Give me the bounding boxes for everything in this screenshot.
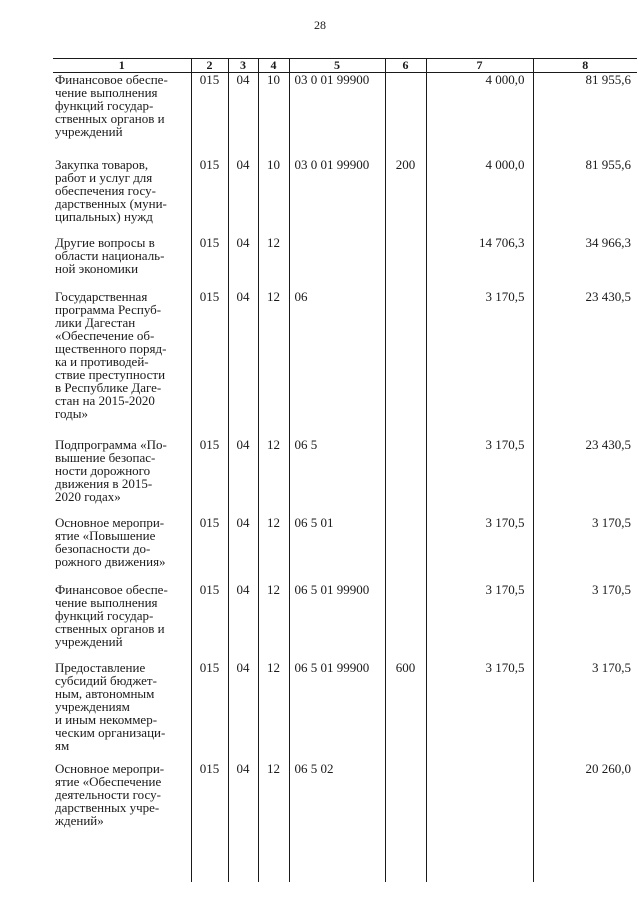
cell-name	[53, 290, 191, 438]
cell-subsection: 10	[258, 73, 289, 159]
table-row	[53, 583, 637, 661]
cell-name-line: Основное меропри-	[55, 761, 165, 776]
cell-name-line: ятие «Повышение	[55, 528, 156, 543]
cell-amount-1: 3 170,5	[426, 583, 533, 661]
cell-name	[53, 516, 191, 583]
column-header-2: 2	[191, 59, 228, 73]
cell-name-line: ности дорожного	[55, 463, 151, 478]
cell-name-line: Государственная	[55, 289, 148, 304]
cell-name-line: щественного поряд-	[55, 341, 167, 356]
cell-amount-2: 23 430,5	[533, 438, 637, 516]
page-number: 28	[314, 18, 326, 32]
cell-name-line: обеспечения госу-	[55, 183, 156, 198]
cell-subsection: 12	[258, 661, 289, 762]
cell-section: 04	[228, 236, 258, 290]
cell-expense-type	[385, 438, 426, 516]
cell-name-line: ным, автономным	[55, 686, 155, 701]
cell-subsection: 12	[258, 762, 289, 852]
cell-name-line: рожного движения»	[55, 554, 166, 569]
cell-name-line: ям	[55, 738, 70, 753]
cell-name-line: в Республике Даге-	[55, 380, 162, 395]
table-filler-row	[53, 852, 637, 882]
cell-section: 04	[228, 438, 258, 516]
cell-amount-1: 4 000,0	[426, 158, 533, 236]
cell-name-line: дарственных (муни-	[55, 196, 167, 211]
column-header-3: 3	[228, 59, 258, 73]
cell-section: 04	[228, 583, 258, 661]
cell-target-article: 03 0 01 99900	[289, 73, 385, 159]
table-body	[53, 73, 637, 883]
cell-name-line: учреждениям	[55, 699, 130, 714]
cell-amount-2: 3 170,5	[533, 516, 637, 583]
cell-name	[53, 762, 191, 852]
cell-admin-code: 015	[191, 661, 228, 762]
filler-cell	[426, 852, 533, 882]
cell-target-article: 06 5 01 99900	[289, 583, 385, 661]
table-row	[53, 236, 637, 290]
cell-target-article: 06 5	[289, 438, 385, 516]
cell-expense-type: 600	[385, 661, 426, 762]
column-header-6: 6	[385, 59, 426, 73]
cell-amount-1: 3 170,5	[426, 290, 533, 438]
cell-name-line: ципальных) нужд	[55, 209, 153, 224]
cell-subsection: 12	[258, 236, 289, 290]
filler-cell	[289, 852, 385, 882]
cell-admin-code: 015	[191, 438, 228, 516]
cell-subsection: 12	[258, 290, 289, 438]
cell-name-line: работ и услуг для	[55, 170, 153, 185]
column-header-5: 5	[289, 59, 385, 73]
cell-expense-type	[385, 516, 426, 583]
cell-target-article: 06 5 02	[289, 762, 385, 852]
filler-cell	[53, 852, 191, 882]
column-header-1: 1	[53, 59, 191, 73]
cell-name-line: ждений»	[55, 813, 104, 828]
column-header-7: 7	[426, 59, 533, 73]
cell-name-line: стан на 2015-2020	[55, 393, 155, 408]
cell-amount-2: 20 260,0	[533, 762, 637, 852]
column-header-4: 4	[258, 59, 289, 73]
table-row	[53, 290, 637, 438]
cell-section: 04	[228, 73, 258, 159]
cell-name-line: учреждений	[55, 124, 123, 139]
filler-cell	[533, 852, 637, 882]
cell-name-line: учреждений	[55, 634, 123, 649]
cell-expense-type	[385, 73, 426, 159]
cell-admin-code: 015	[191, 516, 228, 583]
cell-name-line: годы»	[55, 406, 88, 421]
cell-admin-code: 015	[191, 73, 228, 159]
column-header-8: 8	[533, 59, 637, 73]
table-row	[53, 73, 637, 159]
cell-section: 04	[228, 516, 258, 583]
cell-section: 04	[228, 762, 258, 852]
cell-amount-2: 3 170,5	[533, 583, 637, 661]
cell-name-line: Закупка товаров,	[55, 157, 149, 172]
cell-name-line: чение выполнения	[55, 595, 158, 610]
cell-name-line: безопасности до-	[55, 541, 151, 556]
cell-expense-type	[385, 236, 426, 290]
cell-section: 04	[228, 290, 258, 438]
cell-name-line: функций государ-	[55, 608, 154, 623]
cell-name	[53, 583, 191, 661]
cell-admin-code: 015	[191, 762, 228, 852]
table-header-row	[53, 59, 637, 73]
cell-name-line: движения в 2015-	[55, 476, 153, 491]
cell-admin-code: 015	[191, 236, 228, 290]
cell-name-line: Финансовое обеспе-	[55, 72, 168, 87]
cell-section: 04	[228, 158, 258, 236]
cell-amount-2: 81 955,6	[533, 158, 637, 236]
cell-subsection: 12	[258, 583, 289, 661]
cell-name-line: ной экономики	[55, 261, 139, 276]
cell-name	[53, 158, 191, 236]
cell-name-line: ствие преступности	[55, 367, 166, 382]
cell-name-line: Финансовое обеспе-	[55, 582, 168, 597]
cell-expense-type: 200	[385, 158, 426, 236]
cell-amount-1: 3 170,5	[426, 516, 533, 583]
cell-subsection: 12	[258, 438, 289, 516]
cell-target-article: 03 0 01 99900	[289, 158, 385, 236]
cell-name-line: программа Респуб-	[55, 302, 162, 317]
cell-name-line: Предоставление	[55, 660, 146, 675]
cell-target-article	[289, 236, 385, 290]
cell-name-line: вышение безопас-	[55, 450, 156, 465]
filler-cell	[191, 852, 228, 882]
filler-cell	[228, 852, 258, 882]
cell-name-line: Подпрограмма «По-	[55, 437, 167, 452]
cell-subsection: 10	[258, 158, 289, 236]
cell-amount-2: 23 430,5	[533, 290, 637, 438]
cell-name	[53, 236, 191, 290]
cell-name-line: лики Дагестан	[55, 315, 136, 330]
cell-name-line: 2020 годах»	[55, 489, 121, 504]
cell-section: 04	[228, 661, 258, 762]
table-row	[53, 661, 637, 762]
cell-name-line: чение выполнения	[55, 85, 158, 100]
cell-name-line: Другие вопросы в	[55, 235, 155, 250]
cell-target-article: 06 5 01	[289, 516, 385, 583]
cell-amount-2: 81 955,6	[533, 73, 637, 159]
cell-expense-type	[385, 762, 426, 852]
cell-name-line: ка и противодей-	[55, 354, 149, 369]
cell-name-line: субсидий бюджет-	[55, 673, 157, 688]
cell-name-line: и иным некоммер-	[55, 712, 158, 727]
cell-amount-1: 4 000,0	[426, 73, 533, 159]
cell-name-line: ятие «Обеспечение	[55, 774, 162, 789]
cell-amount-1	[426, 762, 533, 852]
cell-admin-code: 015	[191, 583, 228, 661]
table-row	[53, 158, 637, 236]
cell-amount-2: 3 170,5	[533, 661, 637, 762]
cell-amount-1: 14 706,3	[426, 236, 533, 290]
cell-expense-type	[385, 583, 426, 661]
cell-admin-code: 015	[191, 158, 228, 236]
budget-table	[53, 58, 637, 882]
cell-name-line: ственных органов и	[55, 621, 165, 636]
cell-name-line: деятельности госу-	[55, 787, 161, 802]
cell-name-line: «Обеспечение об-	[55, 328, 155, 343]
cell-subsection: 12	[258, 516, 289, 583]
table-row	[53, 438, 637, 516]
table-row	[53, 762, 637, 852]
cell-name	[53, 438, 191, 516]
cell-name-line: ческим организаци-	[55, 725, 166, 740]
cell-name	[53, 73, 191, 159]
filler-cell	[258, 852, 289, 882]
cell-amount-1: 3 170,5	[426, 438, 533, 516]
cell-name-line: Основное меропри-	[55, 515, 165, 530]
cell-expense-type	[385, 290, 426, 438]
filler-cell	[385, 852, 426, 882]
cell-name-line: функций государ-	[55, 98, 154, 113]
cell-amount-1: 3 170,5	[426, 661, 533, 762]
cell-name-line: области националь-	[55, 248, 165, 263]
cell-name	[53, 661, 191, 762]
cell-admin-code: 015	[191, 290, 228, 438]
cell-name-line: ственных органов и	[55, 111, 165, 126]
table-row	[53, 516, 637, 583]
cell-target-article: 06 5 01 99900	[289, 661, 385, 762]
cell-target-article: 06	[289, 290, 385, 438]
cell-name-line: дарственных учре-	[55, 800, 160, 815]
cell-amount-2: 34 966,3	[533, 236, 637, 290]
